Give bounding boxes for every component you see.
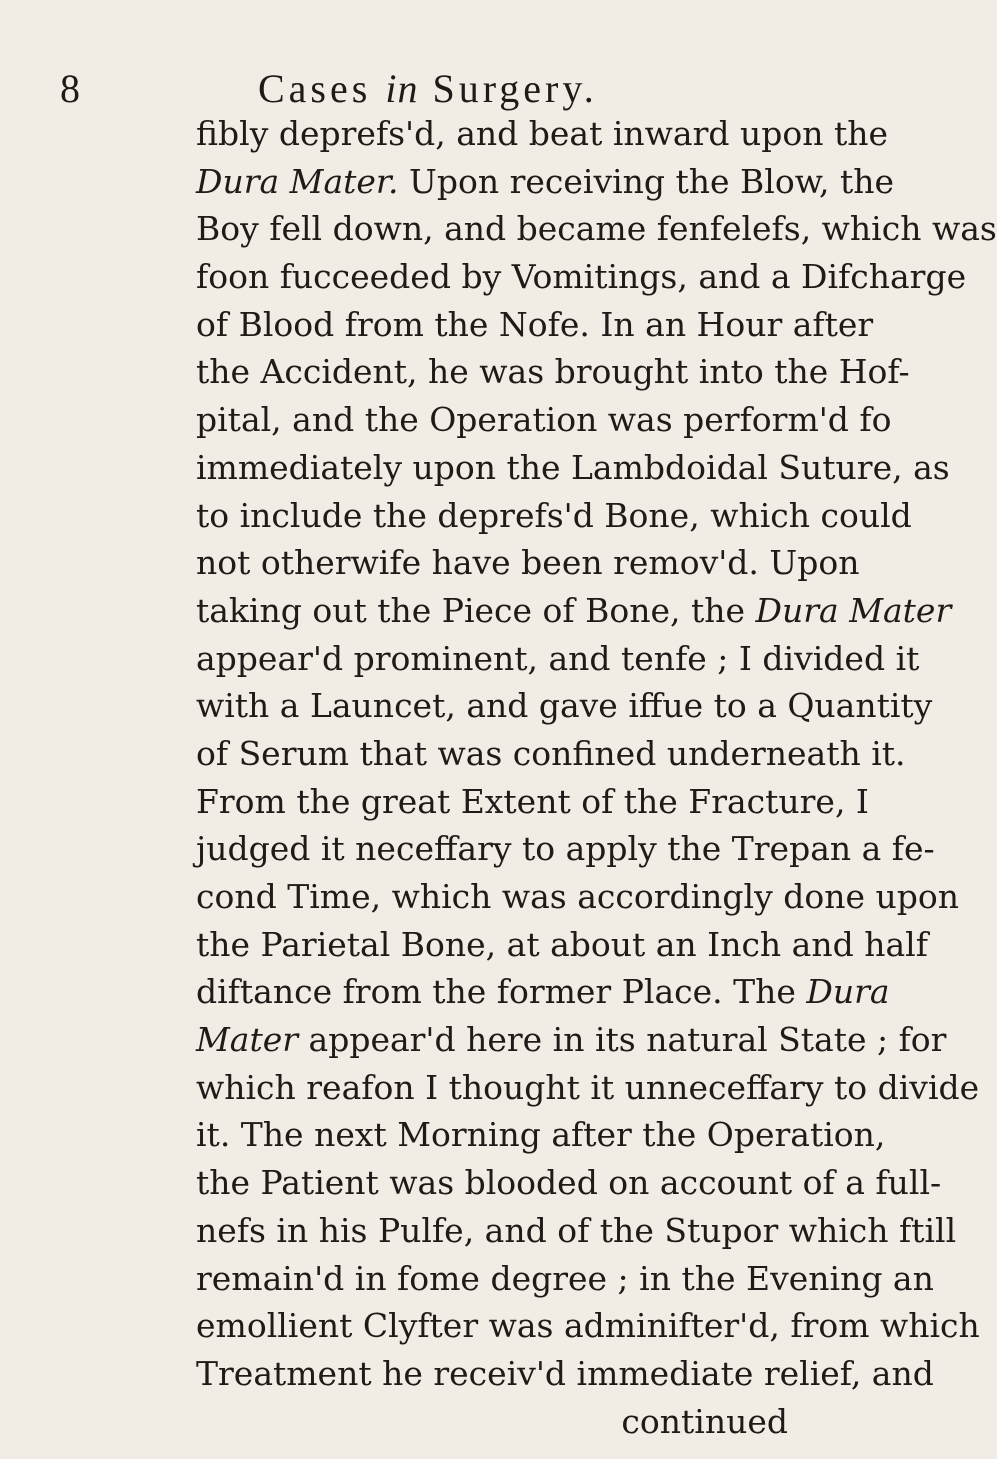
text-line: remain'd in fome degree ; in the Evening an — [196, 1258, 934, 1298]
italic-term: Mater — [196, 1020, 299, 1060]
text-line: From the great Extent of the Fracture, I — [196, 781, 869, 821]
text-line — [196, 158, 895, 206]
body-text — [196, 110, 997, 1445]
text-line: Treatment he receiv'd immediate relief, and — [196, 1353, 934, 1393]
text-line: judged it neceffary to apply the Trepan a fe- — [196, 829, 935, 869]
text-line: to include the deprefs'd Bone, which could — [196, 495, 912, 535]
text-line: nefs in his Pulfe, and of the Stupor which ftill — [196, 1210, 957, 1250]
page-number: 8 — [60, 66, 80, 111]
italic-term: Dura Mater — [755, 590, 952, 630]
text-line: the Patient was blooded on account of a full- — [196, 1163, 942, 1203]
text-span: Upon receiving the Blow, the — [398, 161, 895, 201]
text-span: diftance from the former Place. The — [196, 972, 807, 1012]
text-line — [196, 587, 952, 635]
text-line: of Serum that was confined underneath it. — [196, 733, 906, 773]
text-line: emollient Clyfter was adminifter'd, from which — [196, 1306, 980, 1346]
page-header — [0, 64, 800, 114]
text-line: the Accident, he was brought into the Hof- — [196, 352, 910, 392]
text-line: cond Time, which was accordingly done upon — [196, 877, 959, 916]
text-line: of Blood from the Nofe. In an Hour after — [196, 304, 874, 344]
text-line: fibly deprefs'd, and beat inward upon the — [196, 114, 889, 153]
text-line: which reafon I thought it unneceffary to divide — [196, 1067, 980, 1107]
text-line: foon fucceeded by Vomitings, and a Difcharge — [196, 257, 967, 297]
text-line: not otherwife have been remov'd. Upon — [196, 543, 860, 583]
running-head-word-2: in — [385, 66, 419, 111]
text-span: taking out the Piece of Bone, the — [196, 590, 756, 630]
text-line — [196, 968, 890, 1016]
running-head — [258, 64, 598, 114]
italic-term: Dura — [806, 972, 890, 1012]
running-head-word-1: Cases — [258, 66, 372, 111]
text-span: appear'd here in its natural State ; for — [298, 1020, 947, 1060]
text-line: pital, and the Operation was perform'd fo — [196, 400, 892, 440]
text-line: appear'd prominent, and tenfe ; I divided it — [196, 638, 920, 678]
text-line — [196, 1016, 947, 1064]
text-line: Boy fell down, and became fenfelefs, which was — [196, 209, 997, 249]
catchword: continued — [621, 1401, 788, 1441]
text-line: it. The next Morning after the Operation, — [196, 1115, 886, 1155]
text-line: with a Launcet, and gave iffue to a Quantity — [196, 686, 933, 726]
text-line: the Parietal Bone, at about an Inch and half — [196, 924, 928, 964]
italic-term: Dura Mater. — [196, 161, 399, 201]
text-line: immediately upon the Lambdoidal Suture, as — [196, 447, 950, 487]
running-head-word-3: Surgery. — [432, 66, 598, 111]
